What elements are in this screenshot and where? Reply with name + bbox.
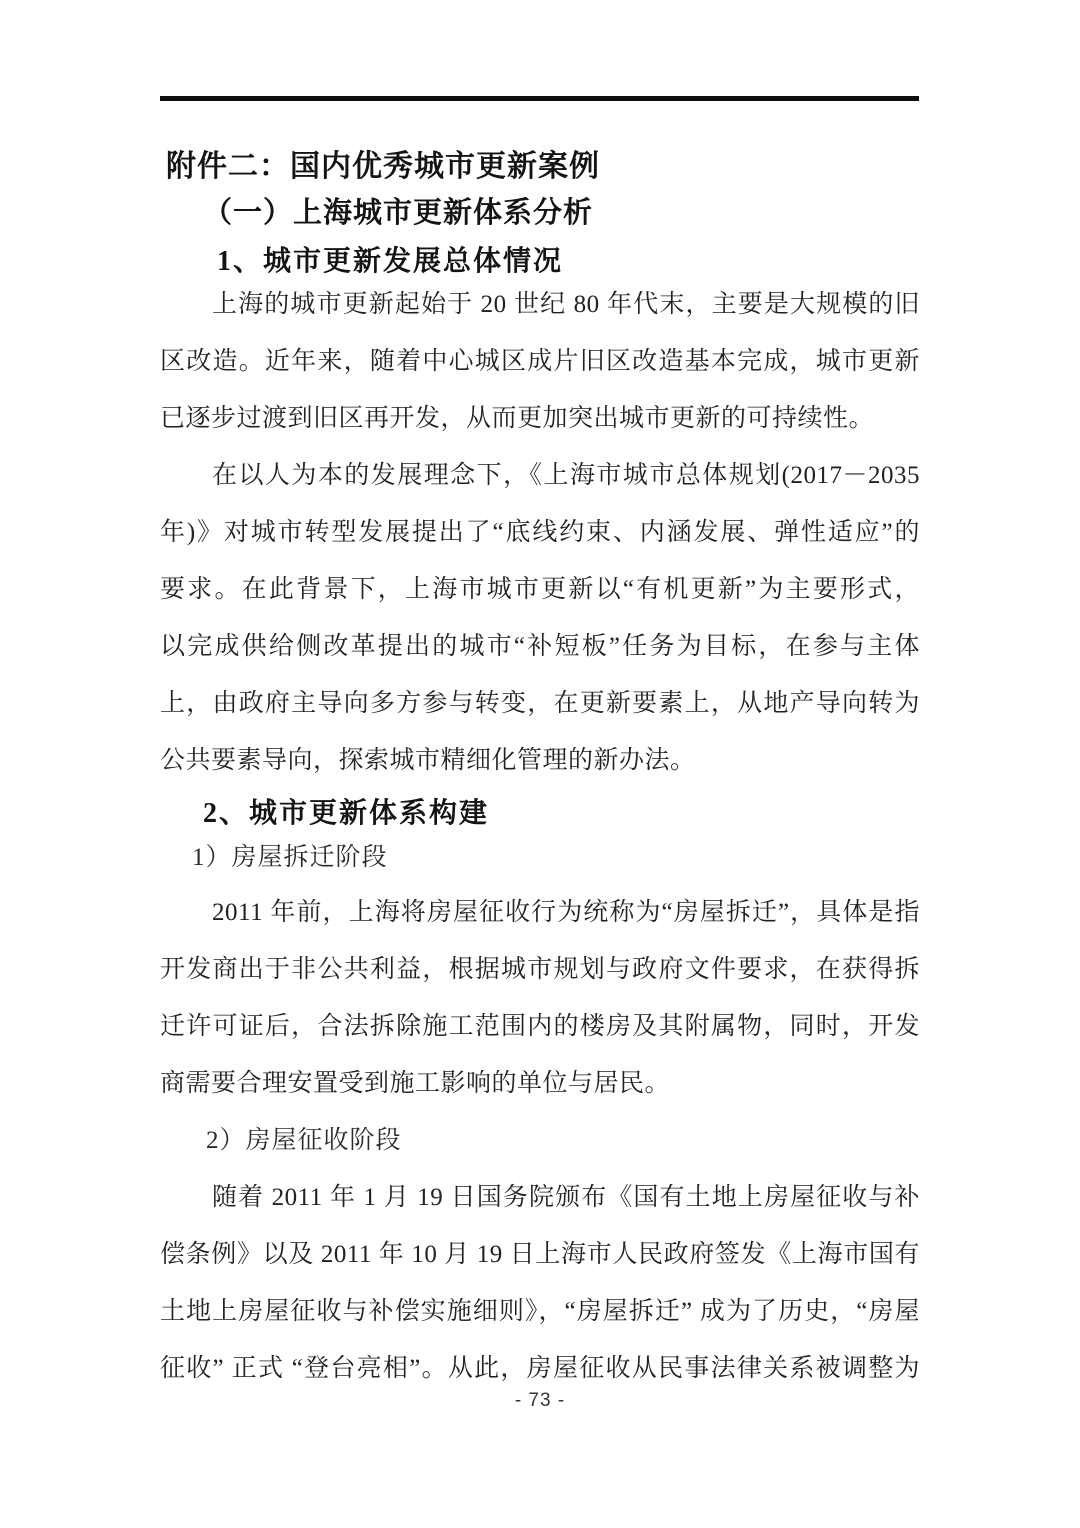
text-line: 征收” 正式 “登台亮相”。从此，房屋征收从民事法律关系被调整为 [160,1355,920,1382]
text-line: 上海的城市更新起始于 20 世纪 80 年代末，主要是大规模的旧 [212,291,920,318]
paragraph-overview [160,276,920,447]
section-title-shanghai-analysis: （一）上海城市更新体系分析 [203,197,594,229]
subsection-title-system-construction: 2、城市更新体系构建 [203,798,490,829]
text-line: 偿条例》以及 2011 年 10 月 19 日上海市人民政府签发《上海市国有 [160,1241,920,1268]
paragraph-expropriation-stage [160,1169,920,1397]
text-line: 土地上房屋征收与补偿实施细则》，“房屋拆迁” 成为了历史，“房屋 [160,1298,920,1325]
text-line: 区改造。近年来，随着中心城区成片旧区改造基本完成，城市更新 [160,348,920,375]
header-rule [160,96,919,101]
text-line: 开发商出于非公共利益，根据城市规划与政府文件要求，在获得拆 [160,956,920,983]
text-line: 要求。在此背景下，上海市城市更新以“有机更新”为主要形式， [160,576,920,603]
paragraph-demolition-stage [160,884,920,1112]
text-line: 商需要合理安置受到施工影响的单位与居民。 [160,1070,671,1097]
subsection-title-overview: 1、城市更新发展总体情况 [217,246,564,277]
page-number: - 73 - [514,1390,566,1411]
paragraph-planning-concept [160,447,920,789]
text-line: 在以人为本的发展理念下，《上海市城市总体规划(2017－2035 [212,462,920,489]
text-line: 2011 年前，上海将房屋征收行为统称为“房屋拆迁”，具体是指 [212,899,920,926]
stage-heading-demolition: 1）房屋拆迁阶段 [192,844,388,871]
text-line: 上，由政府主导向多方参与转变，在更新要素上，从地产导向转为 [160,690,920,717]
text-line: 年)》对城市转型发展提出了“底线约束、内涵发展、弹性适应”的 [160,519,920,546]
text-line: 公共要素导向，探索城市精细化管理的新办法。 [160,747,696,774]
attachment-title: 附件二：国内优秀城市更新案例 [166,150,600,183]
text-line: 已逐步过渡到旧区再开发，从而更加突出城市更新的可持续性。 [160,405,875,432]
text-line: 迁许可证后，合法拆除施工范围内的楼房及其附属物，同时，开发 [160,1013,920,1040]
text-line: 随着 2011 年 1 月 19 日国务院颁布《国有土地上房屋征收与补 [212,1184,920,1211]
text-line: 以完成供给侧改革提出的城市“补短板”任务为目标，在参与主体 [160,633,920,660]
stage-heading-expropriation: 2）房屋征收阶段 [206,1127,402,1154]
